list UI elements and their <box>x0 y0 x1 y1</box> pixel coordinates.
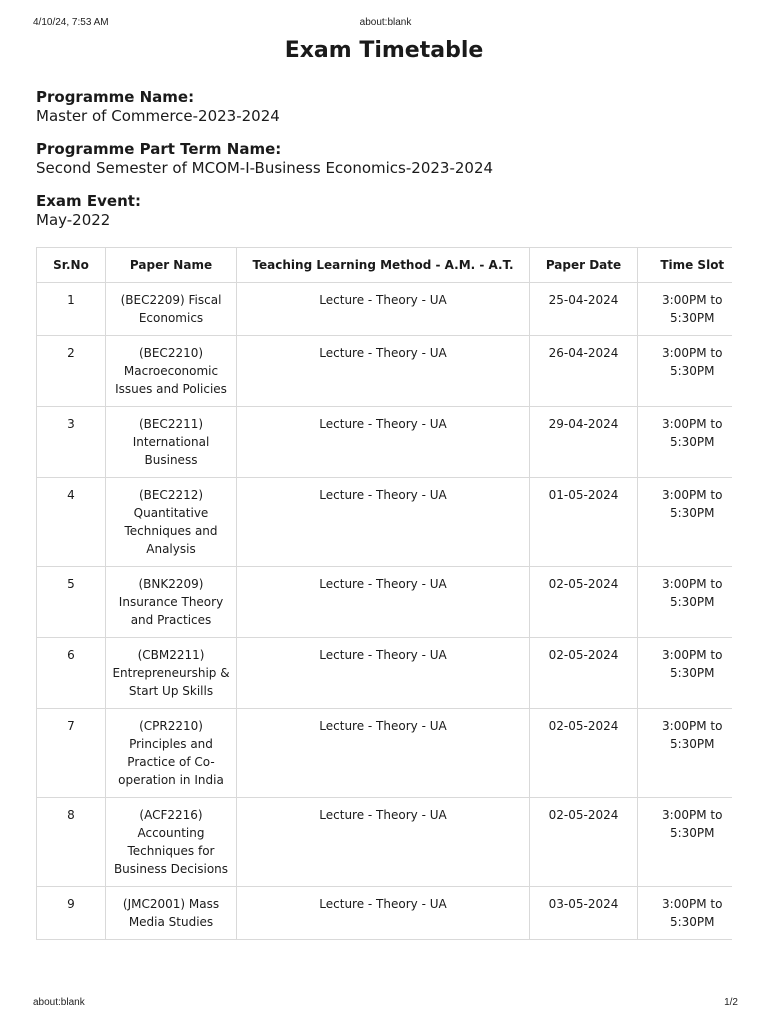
cell-sr-no: 4 <box>37 478 106 567</box>
header-method: Teaching Learning Method - A.M. - A.T. <box>237 248 530 283</box>
programme-info <box>36 88 736 126</box>
cell-paper-name: (CBM2211) Entrepreneurship & Start Up Skills <box>106 638 237 709</box>
cell-paper-name: (JMC2001) Mass Media Studies <box>106 887 237 940</box>
table-row <box>37 283 733 336</box>
cell-paper-name: (ACF2216) Accounting Techniques for Business Decisions <box>106 798 237 887</box>
cell-sr-no: 6 <box>37 638 106 709</box>
cell-time-slot: 3:00PM to 5:30PM <box>638 798 733 887</box>
event-info <box>36 192 736 230</box>
cell-method: Lecture - Theory - UA <box>237 336 530 407</box>
cell-paper-name: (CPR2210) Principles and Practice of Co-operation in India <box>106 709 237 798</box>
cell-method: Lecture - Theory - UA <box>237 407 530 478</box>
cell-time-slot: 3:00PM to 5:30PM <box>638 283 733 336</box>
table-row <box>37 887 733 940</box>
term-label: Programme Part Term Name: <box>36 140 282 158</box>
cell-paper-name: (BEC2209) Fiscal Economics <box>106 283 237 336</box>
cell-time-slot: 3:00PM to 5:30PM <box>638 407 733 478</box>
cell-sr-no: 7 <box>37 709 106 798</box>
cell-paper-date: 02-05-2024 <box>530 638 638 709</box>
cell-paper-date: 02-05-2024 <box>530 567 638 638</box>
cell-sr-no: 8 <box>37 798 106 887</box>
cell-paper-name: (BEC2210) Macroeconomic Issues and Policies <box>106 336 237 407</box>
table-row <box>37 478 733 567</box>
cell-sr-no: 1 <box>37 283 106 336</box>
footer-url: about:blank <box>33 997 85 1008</box>
table-row <box>37 336 733 407</box>
header-sr-no: Sr.No <box>37 248 106 283</box>
cell-paper-date: 25-04-2024 <box>530 283 638 336</box>
term-value: Second Semester of MCOM-I-Business Economics-2023-2024 <box>36 159 494 177</box>
cell-method: Lecture - Theory - UA <box>237 798 530 887</box>
cell-sr-no: 9 <box>37 887 106 940</box>
cell-method: Lecture - Theory - UA <box>237 567 530 638</box>
header-paper-date: Paper Date <box>530 248 638 283</box>
cell-sr-no: 5 <box>37 567 106 638</box>
cell-paper-date: 02-05-2024 <box>530 798 638 887</box>
event-value: May-2022 <box>36 211 111 229</box>
cell-time-slot: 3:00PM to 5:30PM <box>638 567 733 638</box>
cell-paper-date: 26-04-2024 <box>530 336 638 407</box>
cell-paper-date: 02-05-2024 <box>530 709 638 798</box>
table-row <box>37 407 733 478</box>
cell-paper-name: (BNK2209) Insurance Theory and Practices <box>106 567 237 638</box>
print-url: about:blank <box>359 17 412 28</box>
page-title: Exam Timetable <box>284 38 484 63</box>
term-info <box>36 140 736 178</box>
header-paper-name: Paper Name <box>106 248 237 283</box>
cell-time-slot: 3:00PM to 5:30PM <box>638 336 733 407</box>
cell-time-slot: 3:00PM to 5:30PM <box>638 638 733 709</box>
table-header-row <box>37 248 733 283</box>
cell-sr-no: 2 <box>37 336 106 407</box>
cell-method: Lecture - Theory - UA <box>237 478 530 567</box>
print-header <box>33 17 738 31</box>
cell-paper-date: 03-05-2024 <box>530 887 638 940</box>
table-row <box>37 798 733 887</box>
cell-paper-date: 01-05-2024 <box>530 478 638 567</box>
cell-paper-name: (BEC2212) Quantitative Techniques and Analysis <box>106 478 237 567</box>
header-time-slot: Time Slot <box>638 248 733 283</box>
cell-time-slot: 3:00PM to 5:30PM <box>638 887 733 940</box>
cell-time-slot: 3:00PM to 5:30PM <box>638 709 733 798</box>
print-timestamp: 4/10/24, 7:53 AM <box>33 17 109 28</box>
cell-time-slot: 3:00PM to 5:30PM <box>638 478 733 567</box>
event-label: Exam Event: <box>36 192 141 210</box>
cell-method: Lecture - Theory - UA <box>237 638 530 709</box>
cell-method: Lecture - Theory - UA <box>237 887 530 940</box>
cell-paper-date: 29-04-2024 <box>530 407 638 478</box>
table-row <box>37 567 733 638</box>
table-row <box>37 638 733 709</box>
print-footer <box>33 997 738 1011</box>
programme-label: Programme Name: <box>36 88 195 106</box>
cell-paper-name: (BEC2211) International Business <box>106 407 237 478</box>
cell-sr-no: 3 <box>37 407 106 478</box>
page-number: 1/2 <box>724 997 738 1008</box>
programme-value: Master of Commerce-2023-2024 <box>36 107 280 125</box>
cell-method: Lecture - Theory - UA <box>237 283 530 336</box>
cell-method: Lecture - Theory - UA <box>237 709 530 798</box>
table-row <box>37 709 733 798</box>
timetable <box>36 247 732 940</box>
timetable-wrapper <box>36 247 732 940</box>
